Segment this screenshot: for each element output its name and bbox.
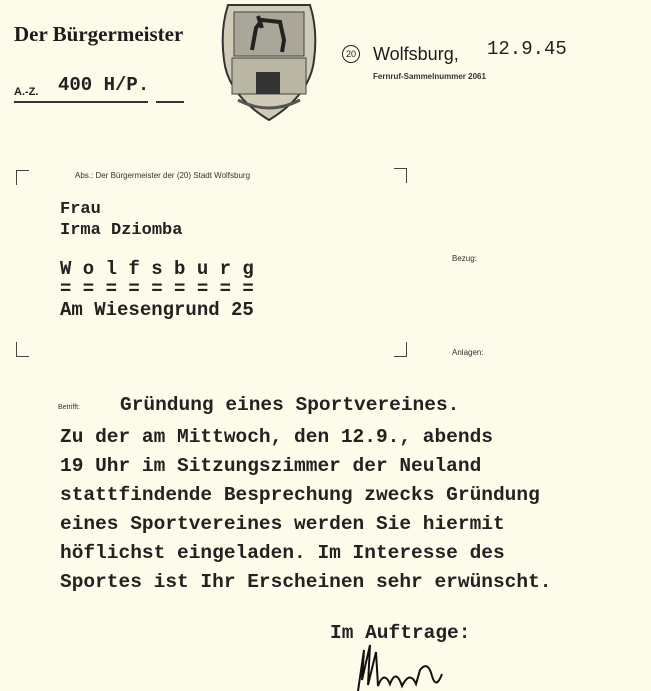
az-value: 400 H/P. — [58, 74, 150, 96]
body-line: 19 Uhr im Sitzungszimmer der Neuland — [60, 455, 482, 477]
recipient-city: W o l f s b u r g — [60, 258, 254, 280]
closing: Im Auftrage: — [330, 622, 471, 644]
window-corner-tl — [16, 170, 29, 185]
subject-line: Gründung eines Sportvereines. — [120, 394, 460, 416]
recipient-salutation: Frau — [60, 200, 101, 219]
body-line: eines Sportvereines werden Sie hiermit — [60, 513, 505, 535]
coat-of-arms-crest — [218, 0, 320, 122]
bezug-label: Bezug: — [452, 254, 477, 263]
window-corner-tr — [394, 168, 407, 183]
anlagen-label: Anlagen: — [452, 348, 484, 357]
office-title: Der Bürgermeister — [14, 22, 184, 46]
body-line: Zu der am Mittwoch, den 12.9., abends — [60, 426, 493, 448]
az-underline-2 — [156, 101, 184, 103]
az-label: A.-Z. — [14, 86, 39, 98]
sender-line: Abs.: Der Bürgermeister der (20) Stadt Wolfsburg — [75, 171, 251, 180]
body-line: stattfindende Besprechung zwecks Gründung — [60, 484, 540, 506]
window-corner-br — [394, 342, 407, 357]
city-label: Wolfsburg, — [373, 44, 459, 64]
letter-date: 12.9.45 — [487, 38, 567, 60]
az-underline — [14, 101, 148, 103]
letter-body — [60, 426, 551, 600]
postal-zone-badge: 20 — [342, 45, 360, 63]
handwritten-signature — [350, 640, 460, 691]
recipient-name: Irma Dziomba — [60, 221, 183, 240]
phone-number: Fernruf-Sammelnummer 2061 — [373, 72, 486, 81]
body-line: Sportes ist Ihr Erscheinen sehr erwünscht. — [60, 571, 552, 593]
window-corner-bl — [16, 342, 29, 357]
betrifft-label: Betrifft: — [58, 404, 81, 411]
recipient-city-underline: = = = = = = = = = — [60, 278, 254, 300]
recipient-street: Am Wiesengrund 25 — [60, 299, 254, 321]
body-line: höflichst eingeladen. Im Interesse des — [60, 542, 505, 564]
